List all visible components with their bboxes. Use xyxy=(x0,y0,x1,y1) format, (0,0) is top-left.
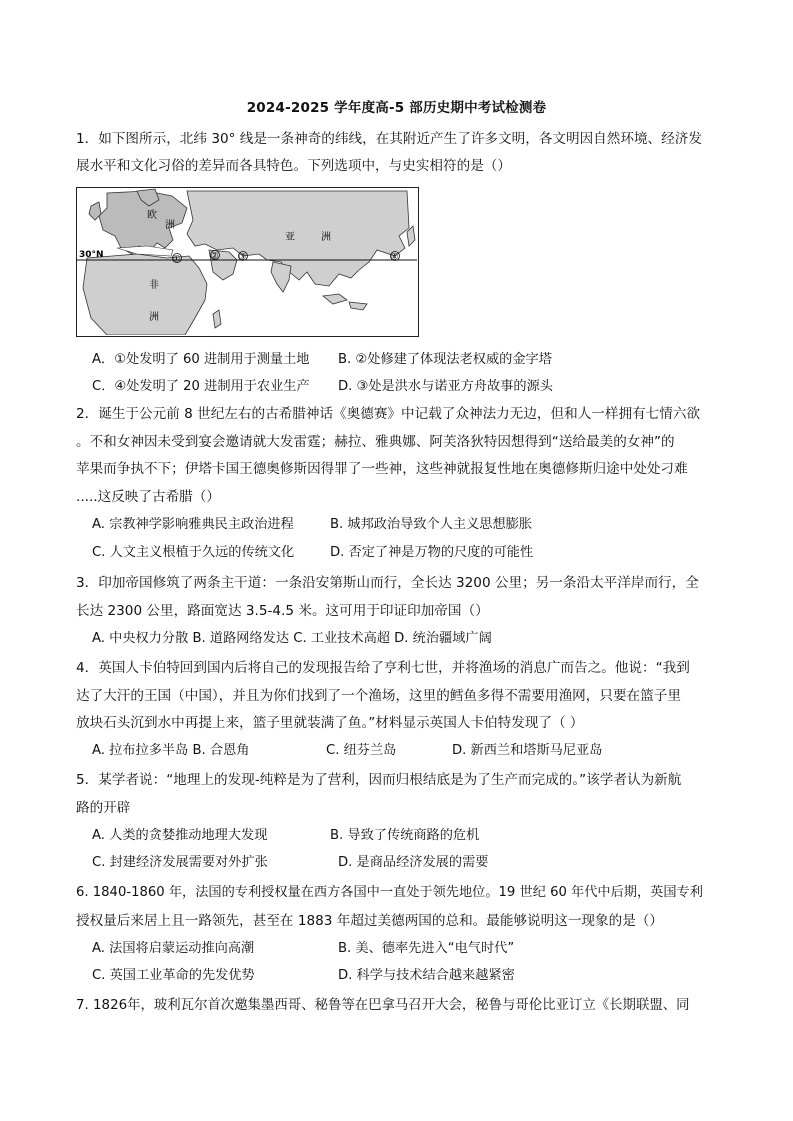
world-map-30n xyxy=(76,187,419,337)
q2-option-b[interactable]: B. 城邦政治导致个人主义思想膨胀 xyxy=(330,517,533,532)
sea-islands xyxy=(323,294,367,310)
q3-stem-line2: 长达 2300 公里，路面宽达 3.5-4.5 米。这可用于印证印加帝国（） xyxy=(76,603,489,619)
q2-option-c[interactable]: C. 人文主义根植于久远的传统文化 xyxy=(92,545,295,560)
q4-stem-line3: 放块石头沉到水中再提上来，篮子里就装满了鱼。”材料显示英国人卡伯特发现了（ ） xyxy=(76,715,584,731)
q1-stem-line1: 1．如下图所示，北纬 30° 线是一条神奇的纬线，在其附近产生了许多文明，各文明因自然环境、经济发 xyxy=(76,131,702,147)
q4-options-ab[interactable]: A. 拉布拉多半岛 B. 合恩角 xyxy=(92,743,250,758)
q1-option-a[interactable]: A．①处发明了 60 进制用于测量土地 xyxy=(92,352,310,367)
q2-stem-line1: 2．诞生于公元前 8 世纪左右的古希腊神话《奥德赛》中记载了众神法力无边，但和人一样拥有七情六欲 xyxy=(76,406,701,422)
map-label-asia-2: 洲 xyxy=(321,232,331,243)
q2-option-d[interactable]: D. 否定了神是万物的尺度的可能性 xyxy=(330,545,534,560)
q1-option-c[interactable]: C．④处发明了 20 进制用于农业生产 xyxy=(92,379,310,394)
map-marker-3: ③ xyxy=(238,252,247,263)
map-marker-4: ④ xyxy=(390,252,399,263)
q6-stem-line1: 6. 1840-1860 年，法国的专利授权量在西方各国中一直处于领先地位。19 世纪 60 年代中后期，英国专利 xyxy=(76,885,703,900)
q4-option-d[interactable]: D. 新西兰和塔斯马尼亚岛 xyxy=(452,743,603,758)
india xyxy=(271,262,291,292)
map-label-30n: 30°N xyxy=(79,250,104,260)
map-marker-1: ① xyxy=(172,254,181,265)
madagascar xyxy=(213,310,221,328)
q6-option-d[interactable]: D. 科学与技术结合越来越紧密 xyxy=(338,968,515,983)
map-svg xyxy=(77,188,417,335)
q2-stem-line3: 苹果而争执不下；伊塔卡国王德奥修斯因得罪了一些神，这些神就报复性地在奥德修斯归途中处处刁难 xyxy=(76,461,688,477)
q7-stem-line1: 7. 1826年，玻利瓦尔首次邀集墨西哥、秘鲁等在巴拿马召开大会，秘鲁与哥伦比亚订立《长期联盟、同 xyxy=(76,998,690,1013)
map-label-europe-2: 洲 xyxy=(165,220,175,231)
map-label-europe-1: 欧 xyxy=(147,210,157,221)
q4-option-c[interactable]: C. 纽芬兰岛 xyxy=(326,743,397,758)
map-label-africa-2: 洲 xyxy=(149,312,159,323)
q3-stem-line1: 3．印加帝国修筑了两条主干道：一条沿安第斯山而行，全长达 3200 公里；另一条沿太平洋岸而行，全 xyxy=(76,575,699,591)
q6-stem-line2: 授权量后来居上且一路领先，甚至在 1883 年超过美德两国的总和。最能够说明这一现象的是（） xyxy=(76,913,663,929)
q4-stem-line1: 4．英国人卡伯特回到国内后将自己的发现报告给了亨利七世，并将渔场的消息广而告之。他说：“我到 xyxy=(76,660,690,676)
q1-option-d[interactable]: D. ③处是洪水与诺亚方舟故事的源头 xyxy=(338,379,553,394)
q5-option-d[interactable]: D. 是商品经济发展的需要 xyxy=(338,855,489,870)
q5-option-a[interactable]: A. 人类的贪婪推动地理大发现 xyxy=(92,828,268,843)
map-label-asia-1: 亚 xyxy=(285,232,295,243)
q5-option-c[interactable]: C. 封建经济发展需要对外扩张 xyxy=(92,855,268,870)
map-label-africa-1: 非 xyxy=(149,280,159,291)
map-marker-2: ② xyxy=(210,251,219,262)
q6-option-b[interactable]: B. 美、德率先进入“电气时代” xyxy=(338,941,515,956)
q6-option-c[interactable]: C. 英国工业革命的先发优势 xyxy=(92,968,255,983)
q2-option-a[interactable]: A. 宗教神学影响雅典民主政治进程 xyxy=(92,517,294,532)
q2-stem-line2: 。不和女神因未受到宴会邀请就大发雷霆；赫拉、雅典娜、阿芙洛狄特因想得到“送给最美的女神”的 xyxy=(76,434,675,450)
q5-stem-line2: 路的开辟 xyxy=(76,800,131,816)
q6-option-a[interactable]: A. 法国将启蒙运动推向高潮 xyxy=(92,941,255,956)
q2-stem-line4: .....这反映了古希腊（） xyxy=(76,489,220,505)
q4-stem-line2: 达了大汗的王国（中国），并且为你们找到了一个渔场，这里的鳕鱼多得不需要用渔网，只要在篮子里 xyxy=(76,688,681,704)
africa-landmass xyxy=(83,254,207,335)
exam-title: 2024-2025 学年度高-5 部历史期中考试检测卷 xyxy=(246,100,547,116)
q3-options[interactable]: A. 中央权力分散 B. 道路网络发达 C. 工业技术高超 D. 统治疆域广阔 xyxy=(92,631,492,646)
q1-stem-line2: 展水平和文化习俗的差异而各具特色。下列选项中，与史实相符的是（） xyxy=(76,158,511,174)
q5-option-b[interactable]: B. 导致了传统商路的危机 xyxy=(330,828,480,843)
q5-stem-line1: 5．某学者说：“地理上的发现-纯粹是为了营利，因而归根结底是为了生产而完成的。”该学者认为新航 xyxy=(76,772,682,788)
q1-option-b[interactable]: B. ②处修建了体现法老权威的金字塔 xyxy=(338,352,552,367)
